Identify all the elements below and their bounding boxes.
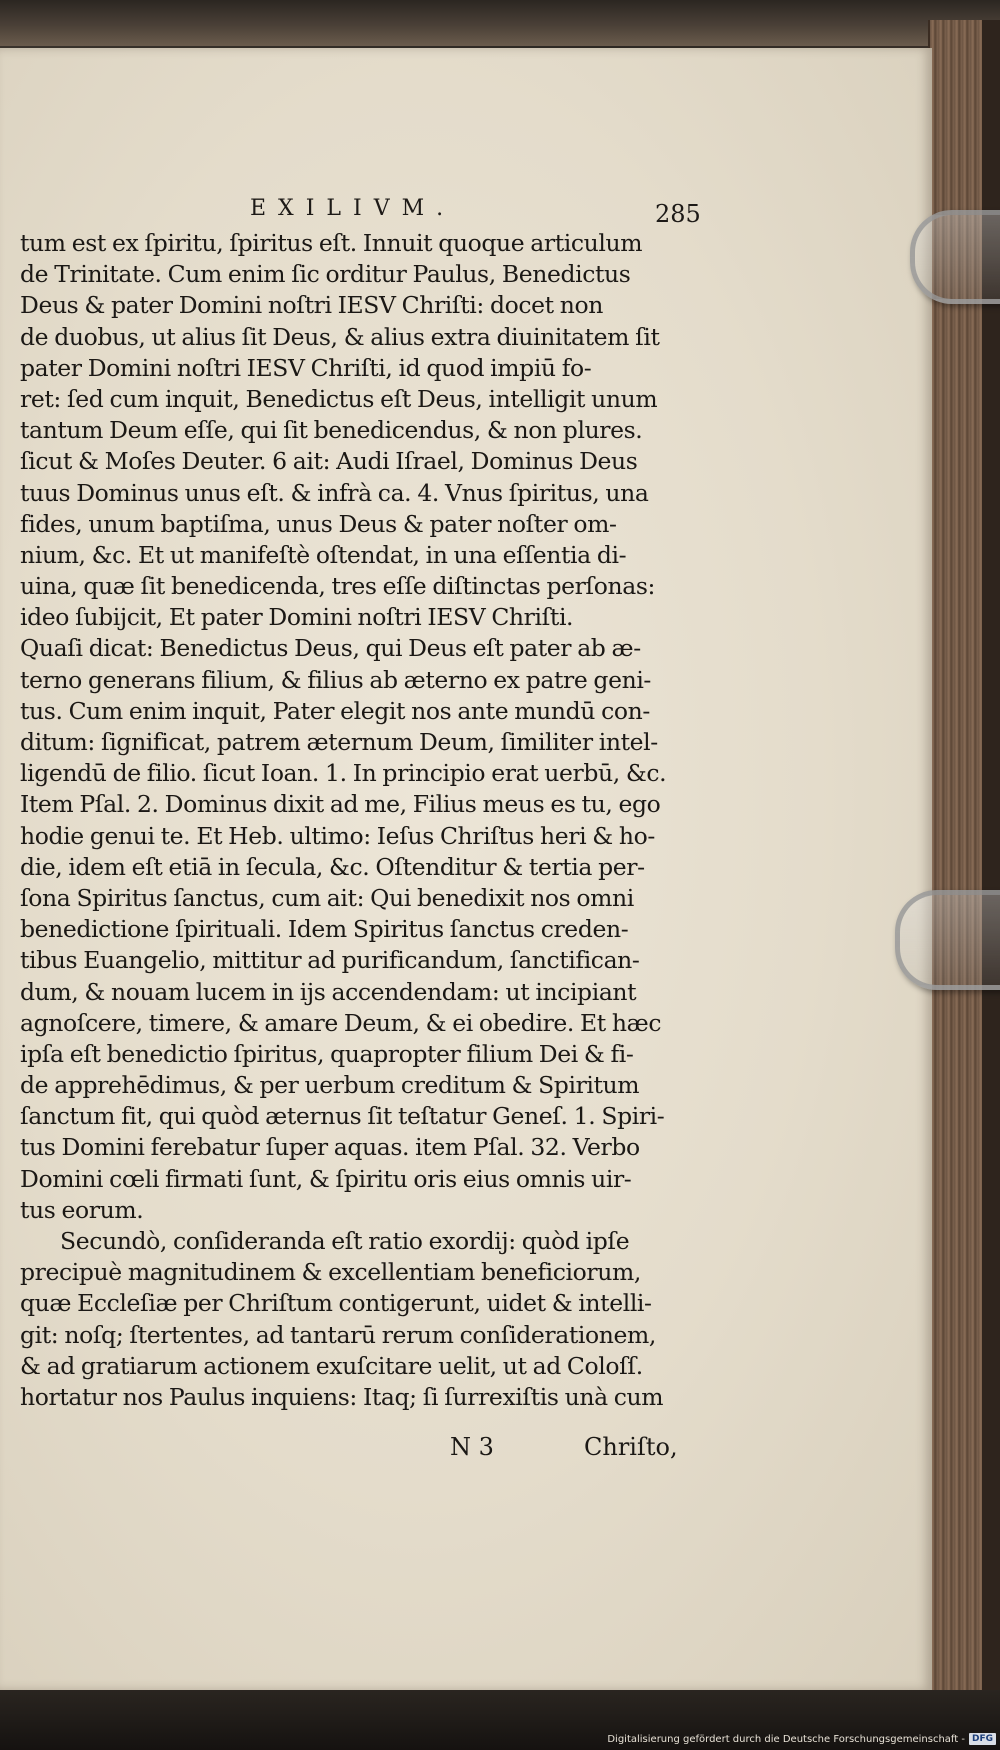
text-line: nium, &c. Et ut manifeſtè oſtendat, in una eſſentia di- [20,540,627,569]
text-line: Item Pſal. 2. Dominus dixit ad me, Filius meus es tu, ego [20,790,661,819]
text-line: agnoſcere, timere, & amare Deum, & ei obedire. Et hæc [20,1008,662,1037]
text-line: tus. Cum enim inquit, Pater elegit nos ante mundū con- [20,696,650,725]
text-line: hodie genui te. Et Heb. ultimo: Ieſus Chriſtus heri & ho- [20,821,655,850]
text-line: benedictione ſpirituali. Idem Spiritus ſanctus creden- [20,915,629,944]
text-line: & ad gratiarum actionem exuſcitare uelit, ut ad Coloſſ. [20,1351,643,1380]
text-line: hortatur nos Paulus inquiens: Itaq; ſi ſurrexiſtis unà cum [20,1382,664,1411]
text-line: ipſa eſt benedictio ſpiritus, quapropter filium Dei & fi- [20,1039,634,1068]
text-line: precipuè magnitudinem & excellentiam beneficiorum, [20,1258,641,1287]
credit-text: Digitalisierung gefördert durch die Deutsche Forschungsgemeinschaft - [607,1733,965,1745]
text-line: tibus Euangelio, mittitur ad purificandum, ſanctifican- [20,946,640,975]
paper-clip-bottom [895,890,1000,990]
dfg-logo: DFG [969,1733,996,1745]
text-line: tus eorum. [20,1195,144,1224]
text-line: tantum Deum eſſe, qui ſit benedicendus, & non plures. [20,416,643,445]
text-line: fides, unum baptiſma, unus Deus & pater noſter om- [20,509,617,538]
text-line: ret: ſed cum inquit, Benedictus eſt Deus, intelligit unum [20,384,658,413]
text-line: ligendū de filio. ſicut Ioan. 1. In principio erat uerbū, &c. [20,759,667,788]
text-line: git: noſq; ſtertentes, ad tantarū rerum conſiderationem, [20,1320,656,1349]
text-line: Quaſi dicat: Benedictus Deus, qui Deus eſt pater ab æ- [20,634,641,663]
digitization-credit [607,1733,996,1745]
text-line: ditum: ſignificat, patrem æternum Deum, ſimiliter intel- [20,728,658,756]
body-text [20,228,700,1413]
text-line: ſona Spiritus ſanctus, cum ait: Qui benedixit nos omni [20,883,634,912]
page-number: 285 [655,200,701,228]
running-head: EXILIVM. [250,196,456,221]
text-line: Deus & pater Domini noſtri IESV Chriſti: docet non [20,291,603,320]
text-line: de duobus, ut alius ſit Deus, & alius extra diuinitatem ſit [20,322,660,351]
book-top-edge [0,0,1000,46]
text-line: de Trinitate. Cum enim ſic orditur Paulus, Benedictus [20,260,631,289]
text-line: tus Domini ferebatur ſuper aquas. item Pſal. 32. Verbo [20,1133,640,1162]
signature-mark: N 3 [450,1433,494,1461]
text-line: dum, & nouam lucem in ijs accendendam: ut incipiant [20,977,637,1006]
text-line: de apprehēdimus, & per uerbum creditum & Spiritum [20,1071,640,1100]
text-line: Domini cœli firmati ſunt, & ſpiritu oris eius omnis uir- [20,1164,632,1193]
text-line: pater Domini noſtri IESV Chriſti, id quod impiū fo- [20,353,592,382]
text-line: die, idem eſt etiā in ſecula, &c. Oſtenditur & tertia per- [20,852,645,881]
text-line: Secundò, conſideranda eſt ratio exordij: quòd ipſe [60,1227,630,1255]
book-page [0,48,932,1690]
catchword: Chriſto, [584,1433,678,1461]
text-line: uina, quæ ſit benedicenda, tres eſſe diſtinctas perſonas: [20,572,655,601]
text-line: ſicut & Moſes Deuter. 6 ait: Audi Iſrael, Dominus Deus [20,447,638,476]
paper-clip-top [910,210,1000,304]
text-line: tuus Dominus unus eſt. & infrà ca. 4. Vnus ſpiritus, una [20,478,649,507]
text-line: tum est ex ſpiritu, ſpiritus eſt. Innuit quoque articulum [20,229,643,257]
text-line: ſanctum fit, qui quòd æternus ſit teſtatur Geneſ. 1. Spiri- [20,1102,665,1131]
text-line: quæ Eccleſiæ per Chriſtum contigerunt, uidet & intelli- [20,1289,652,1318]
text-line: terno generans filium, & filius ab æterno ex patre geni- [20,665,651,694]
text-line: ideo ſubijcit, Et pater Domini noſtri IESV Chriſti. [20,603,574,632]
